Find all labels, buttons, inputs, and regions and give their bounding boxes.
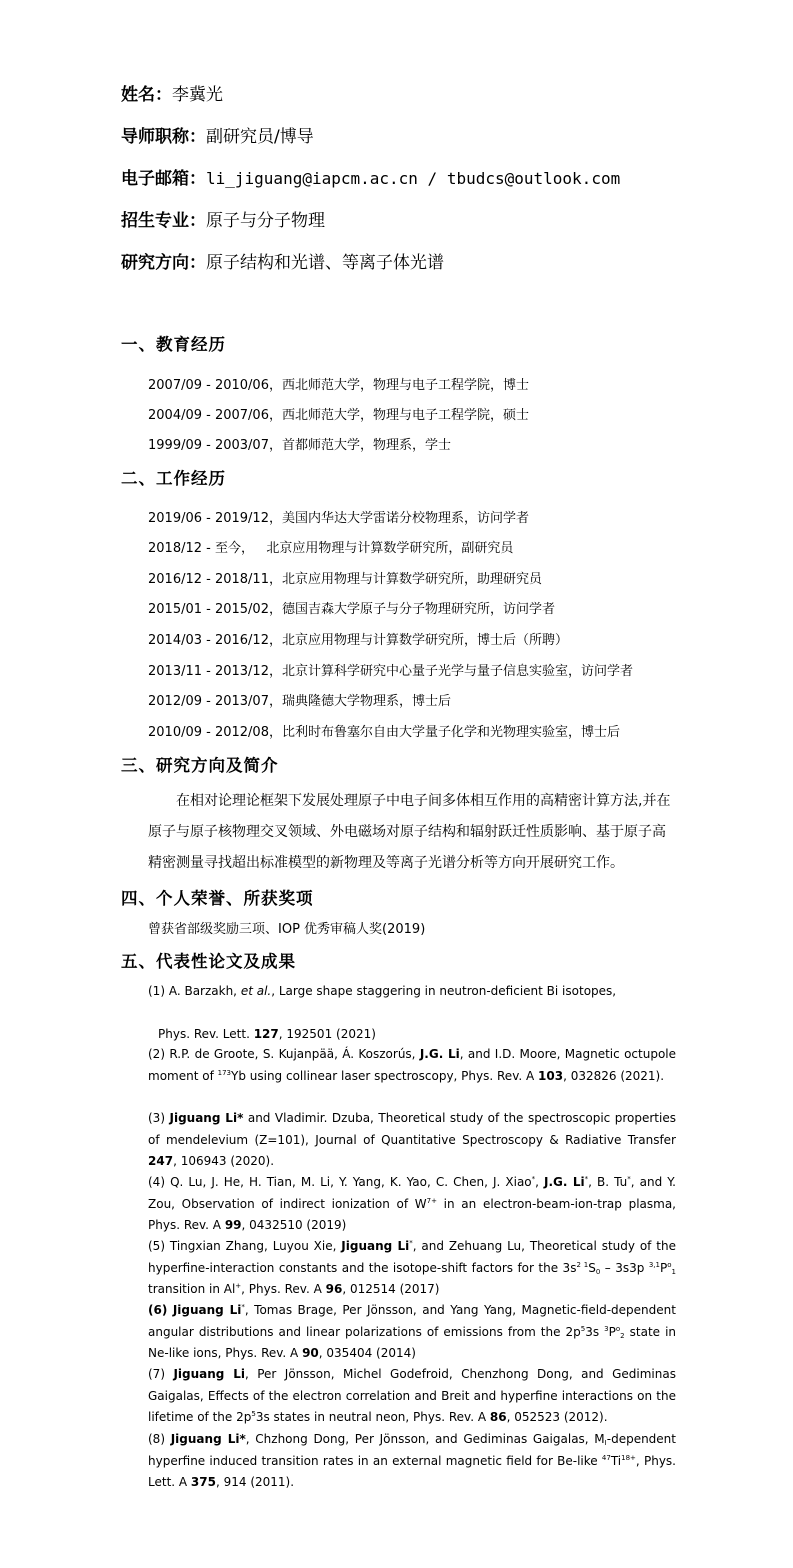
- section-education-heading: 一、教育经历: [121, 335, 226, 354]
- paper-item: (1) A. Barzakh, et al., Large shape staggering in neutron-deficient Bi isotopes, Phys. Rev. Lett. 127, 192501 (2021): [148, 984, 617, 1041]
- work-item: 2018/12 - 至今， 北京应用物理与计算数学研究所，副研究员: [148, 541, 514, 556]
- paper-item: (5) Tingxian Zhang, Luyou Xie, Jiguang Li*, and Zehuang Lu, Theoretical study of the hyperfine-interaction constants and the isotope-shift factors for the $3s^{2 1}S_0 - 3s3p$ $^{3,1}P^o_1$ transition in Al+, Phys. Rev. A 96, 012514 (2017): [148, 1239, 676, 1296]
- name-label: 姓名：: [121, 85, 172, 105]
- major-row: [121, 206, 325, 231]
- email-row: [121, 164, 620, 189]
- title-label: 导师职称：: [121, 127, 206, 147]
- research-intro-text: 在相对论理论框架下发展处理原子中电子间多体相互作用的高精密计算方法,并在原子与原子核物理交叉领域、外电磁场对原子结构和辐射跃迁性质影响、基于原子高精密测量寻找超出标准模型的新物理及等离子光谱分析等方向开展研究工作。: [148, 793, 671, 871]
- education-item: 2007/09 - 2010/06，西北师范大学，物理与电子工程学院，博士: [148, 378, 529, 393]
- research-label: 研究方向：: [121, 253, 206, 273]
- education-item: 2004/09 - 2007/06，西北师范大学，物理与电子工程学院，硕士: [148, 408, 529, 423]
- work-item: 2012/09 - 2013/07，瑞典隆德大学物理系，博士后: [148, 694, 451, 709]
- paper-item: (4) Q. Lu, J. He, H. Tian, M. Li, Y. Yang, K. Yao, C. Chen, J. Xiao*, J.G. Li*, B. Tu*, and Y. Zou, Observation of indirect ionization of $W^{7+}$ in an electron-beam-ion-trap plasma, Phys. Rev. A 99, 0432510 (2019): [148, 1175, 676, 1232]
- research-intro: [148, 786, 678, 879]
- title-value: 副研究员/博导: [206, 127, 314, 147]
- name-value: 李冀光: [172, 85, 223, 105]
- email-label: 电子邮箱：: [121, 169, 206, 189]
- section-papers-heading: 五、代表性论文及成果: [121, 952, 296, 971]
- email-value: li_jiguang@iapcm.ac.cn / tbudcs@outlook.com: [206, 169, 621, 188]
- research-row: [121, 248, 444, 273]
- section-honors-heading: 四、个人荣誉、所获奖项: [121, 889, 314, 908]
- work-item: 2014/03 - 2016/12，北京应用物理与计算数学研究所，博士后（所聘）: [148, 633, 568, 648]
- paper-item: (6) Jiguang Li*, Tomas Brage, Per Jönsson, and Yang Yang, Magnetic-field-dependent angular distributions and linear polarizations of emissions from the $2p^53s$ $^3P^o_2$ state in Ne-like ions, Phys. Rev. A 90, 035404 (2014): [148, 1303, 677, 1360]
- paper-item: (2) R.P. de Groote, S. Kujanpää, Á. Koszorús, J.G. Li, and I.D. Moore, Magnetic octupole moment of $^{173}$Yb using collinear laser spectroscopy, Phys. Rev. A 103, 032826 (2021).: [148, 1047, 676, 1083]
- paper-item: (3) Jiguang Li* and Vladimir. Dzuba, Theoretical study of the spectroscopic properties of mendelevium (Z=101), Journal of Quantitative Spectroscopy & Radiative Transfer 247, 106943 (2020).: [148, 1111, 676, 1168]
- work-item: 2010/09 - 2012/08，比利时布鲁塞尔自由大学量子化学和光物理实验室，博士后: [148, 725, 620, 740]
- section-research-heading: 三、研究方向及简介: [121, 756, 279, 775]
- work-item: 2016/12 - 2018/11，北京应用物理与计算数学研究所，助理研究员: [148, 572, 542, 587]
- section-work-heading: 二、工作经历: [121, 469, 226, 488]
- work-item: 2019/06 - 2019/12，美国内华达大学雷诺分校物理系，访问学者: [148, 511, 529, 526]
- paper-item: (7) Jiguang Li, Per Jönsson, Michel Godefroid, Chenzhong Dong, and Gediminas Gaigalas, Effects of the electron correlation and Breit and hyperfine interactions on the lifetime of the $2p^53s$ states in neutral neon, Phys. Rev. A 86, 052523 (2012).: [148, 1367, 676, 1424]
- title-row: [121, 122, 314, 147]
- research-value: 原子结构和光谱、等离子体光谱: [206, 253, 444, 273]
- major-value: 原子与分子物理: [206, 211, 325, 231]
- education-item: 1999/09 - 2003/07，首都师范大学，物理系，学士: [148, 438, 451, 453]
- name-row: [121, 80, 223, 105]
- honors-text: 曾获省部级奖励三项、IOP 优秀审稿人奖(2019): [148, 922, 426, 937]
- paper-item: (8) Jiguang Li*, Chzhong Dong, Per Jönsson, and Gediminas Gaigalas, $M_I$-dependent hyperfine induced transition rates in an external magnetic field for Be-like $^{47}Ti^{18+}$, Phys. Lett. A 375, 914 (2011).: [148, 1432, 676, 1489]
- major-label: 招生专业：: [121, 211, 206, 231]
- work-item: 2013/11 - 2013/12，北京计算科学研究中心量子光学与量子信息实验室，访问学者: [148, 664, 633, 679]
- work-item: 2015/01 - 2015/02，德国吉森大学原子与分子物理研究所，访问学者: [148, 602, 555, 617]
